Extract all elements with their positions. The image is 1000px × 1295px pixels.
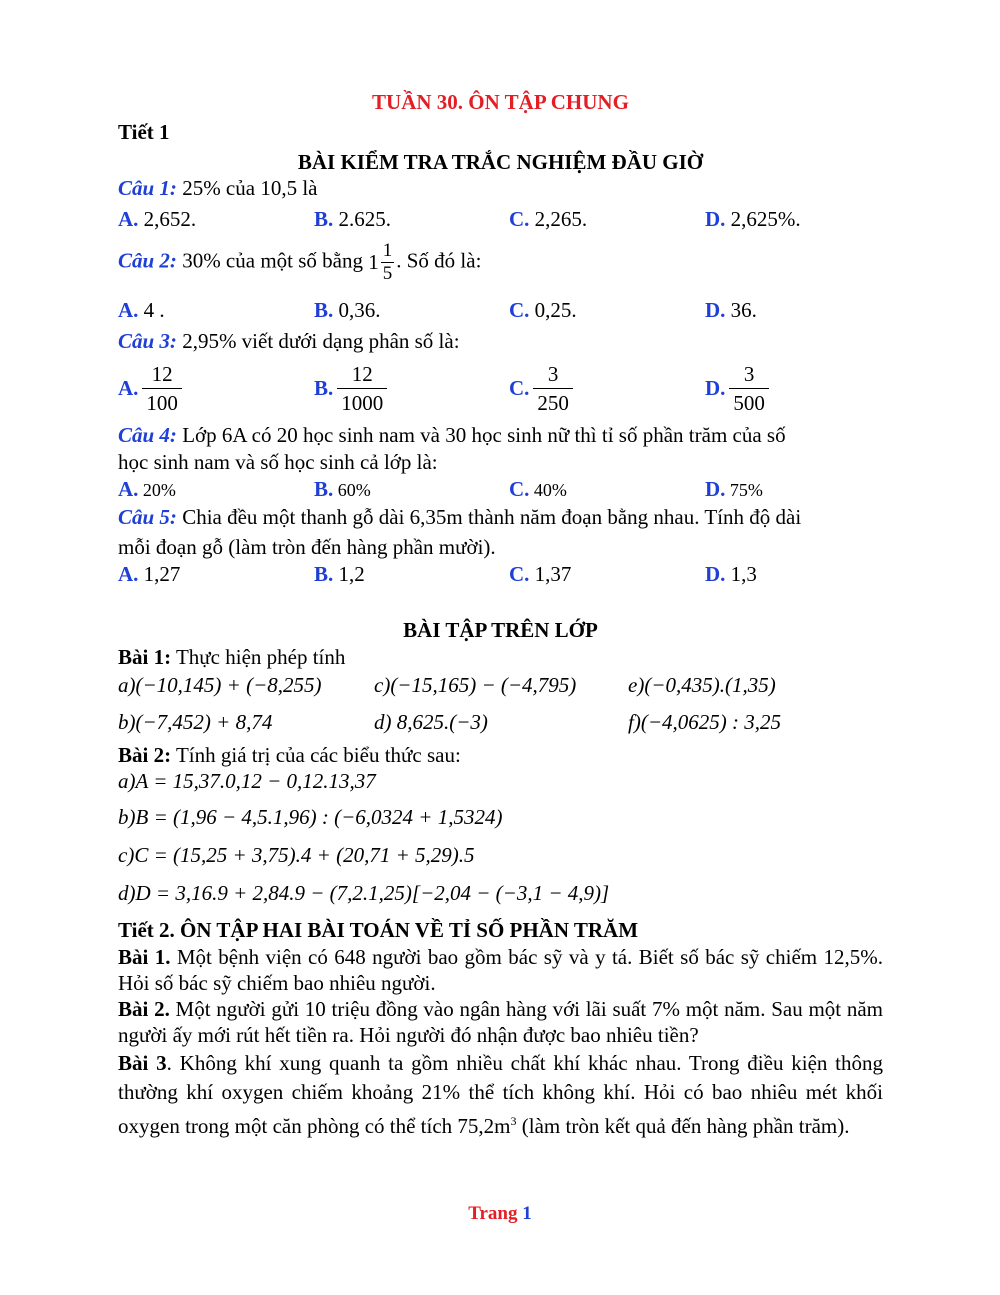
option-text: 2,652. (138, 207, 197, 231)
problem-text: Một bệnh viện có 648 người bao gồm bác sỹ và y tá. Biết số bác sỹ chiếm 12,5%. Hỏi số bác sỹ chiếm bao nhiêu người. (118, 945, 883, 995)
problem-text: . Không khí xung quanh ta gồm nhiều chất khí khác nhau. Trong điều kiện thông thường khí oxygen chiếm khoảng 21% thể tích không khí. Hỏi có bao nhiêu mét khối oxygen trong một căn phòng có thể tích 75,2m (118, 1051, 884, 1138)
page-footer (0, 1203, 1000, 1225)
problem-text: Một người gửi 10 triệu đồng vào ngân hàng với lãi suất 7% một năm. Sau một năm người ấy mới rút hết tiền ra. Hỏi người đó nhận được bao nhiêu tiền? (118, 997, 884, 1047)
option-text: 1,27 (138, 562, 181, 586)
option-text: 0,25. (529, 298, 577, 322)
option-letter: D. (705, 562, 726, 586)
question-label: Câu 2: (118, 248, 177, 273)
problem-text-end: (làm tròn kết quả đến hàng phần trăm). (516, 1114, 850, 1138)
class-exercises-heading: BÀI TẬP TRÊN LỚP (403, 618, 598, 642)
option-text: 20% (138, 480, 176, 500)
option-text: 2,625%. (725, 207, 801, 231)
question-label: Câu 4: (118, 423, 177, 447)
bai2-item-d: d)D = 3,16.9 + 2,84.9 − (7,2.1,25)[−2,04 − (−3,1 − 4,9)] (118, 881, 610, 905)
exercise-label: Bài 1: (118, 645, 172, 669)
option-text: 2.625. (333, 207, 392, 231)
option-text: 1,3 (725, 562, 757, 586)
footer-label: Trang (468, 1203, 518, 1224)
option-fraction: $\frac{3}{500}$ (729, 360, 769, 417)
option-letter: C. (509, 477, 530, 501)
option-fraction: $\frac{12}{1000}$ (337, 360, 387, 417)
expression-item: a)(−10,145) + (−8,255) (118, 673, 322, 697)
bai2-item-b: b)B = (1,96 − 4,5.1,96) : (−6,0324 + 1,5324) (118, 805, 503, 829)
option-text: 2,265. (529, 207, 588, 231)
option-text: 40% (529, 480, 567, 500)
option-letter: B. (314, 376, 334, 400)
expression-item: b)(−7,452) + 8,74 (118, 710, 273, 734)
option-letter: B. (314, 477, 334, 501)
option-letter: D. (705, 298, 726, 322)
quiz-heading: BÀI KIỂM TRA TRẮC NGHIỆM ĐẦU GIỜ (297, 150, 704, 174)
exercise-text: Thực hiện phép tính (171, 645, 346, 669)
option-letter: C. (509, 376, 530, 400)
question-5-line2: mỗi đoạn gỗ (làm tròn đến hàng phần mười). (118, 535, 496, 559)
question-label: Câu 3: (118, 329, 177, 353)
problem-3 (118, 1049, 883, 1141)
option-text: 36. (725, 298, 757, 322)
option-text: 75% (725, 480, 763, 500)
question-4 (118, 423, 786, 448)
option-letter: C. (509, 207, 530, 231)
question-label: Câu 1: (118, 176, 177, 200)
option-letter: D. (705, 376, 726, 400)
expression-item: d) 8,625.(−3) (374, 710, 488, 734)
page-title: TUẦN 30. ÔN TẬP CHUNG (372, 90, 629, 114)
option-letter: A. (118, 376, 139, 400)
bai2-item-c: c)C = (15,25 + 3,75).4 + (20,71 + 5,29).5 (118, 843, 475, 867)
question-4-line2: học sinh nam và số học sinh cả lớp là: (118, 450, 438, 474)
option-fraction: $\frac{3}{250}$ (533, 360, 573, 417)
superscript: 3 (510, 1114, 517, 1128)
expression-item: f)(−4,0625) : 3,25 (628, 710, 781, 734)
problem-1 (118, 944, 883, 996)
question-label: Câu 5: (118, 505, 177, 529)
question-3-options (118, 360, 883, 420)
option-letter: D. (705, 477, 726, 501)
page-number: 1 (522, 1203, 532, 1224)
question-text: 25% của 10,5 là (176, 176, 318, 200)
option-letter: B. (314, 298, 334, 322)
option-fraction: $\frac{12}{100}$ (142, 360, 182, 417)
question-text: Chia đều một thanh gỗ dài 6,35m thành năm đoạn bằng nhau. Tính độ dài (176, 505, 802, 529)
bai2-heading (118, 743, 461, 768)
option-letter: A. (118, 477, 139, 501)
option-text: 1,37 (529, 562, 572, 586)
option-text: 1,2 (333, 562, 365, 586)
option-text: 60% (333, 480, 371, 500)
option-letter: C. (509, 298, 530, 322)
option-letter: B. (314, 562, 334, 586)
question-text: 30% của một số bằng (176, 248, 369, 273)
option-letter: A. (118, 298, 139, 322)
question-text-after: . Số đó là: (396, 248, 482, 273)
expression-item: c)(−15,165) − (−4,795) (374, 673, 577, 697)
exercise-label: Bài 2: (118, 743, 172, 767)
option-letter: B. (314, 207, 334, 231)
expression-item: e)(−0,435).(1,35) (628, 673, 776, 697)
question-2 (118, 240, 481, 285)
problem-2 (118, 996, 883, 1048)
option-letter: A. (118, 207, 139, 231)
tiet2-heading: Tiết 2. ÔN TẬP HAI BÀI TOÁN VỀ TỈ SỐ PHẦN TRĂM (118, 918, 639, 942)
question-text: 2,95% viết dưới dạng phân số là: (176, 329, 460, 353)
option-letter: C. (509, 562, 530, 586)
section-tiet1: Tiết 1 (118, 120, 170, 144)
option-text: 4 . (138, 298, 165, 322)
option-letter: A. (118, 562, 139, 586)
problem-label: Bài 1. (118, 945, 171, 969)
question-text: Lớp 6A có 20 học sinh nam và 30 học sinh nữ thì tỉ số phần trăm của số (176, 423, 786, 447)
question-5 (118, 505, 801, 530)
bai2-item-a: a)A = 15,37.0,12 − 0,12.13,37 (118, 769, 376, 793)
problem-label: Bài 2. (118, 997, 170, 1021)
question-1 (118, 176, 317, 201)
problem-label: Bài 3 (118, 1051, 167, 1075)
exercise-text: Tính giá trị của các biểu thức sau: (171, 743, 461, 767)
bai1-heading (118, 645, 345, 670)
option-letter: D. (705, 207, 726, 231)
question-3 (118, 329, 460, 354)
option-text: 0,36. (333, 298, 381, 322)
mixed-number: 1 $\frac{1}{5}$ (368, 240, 393, 284)
